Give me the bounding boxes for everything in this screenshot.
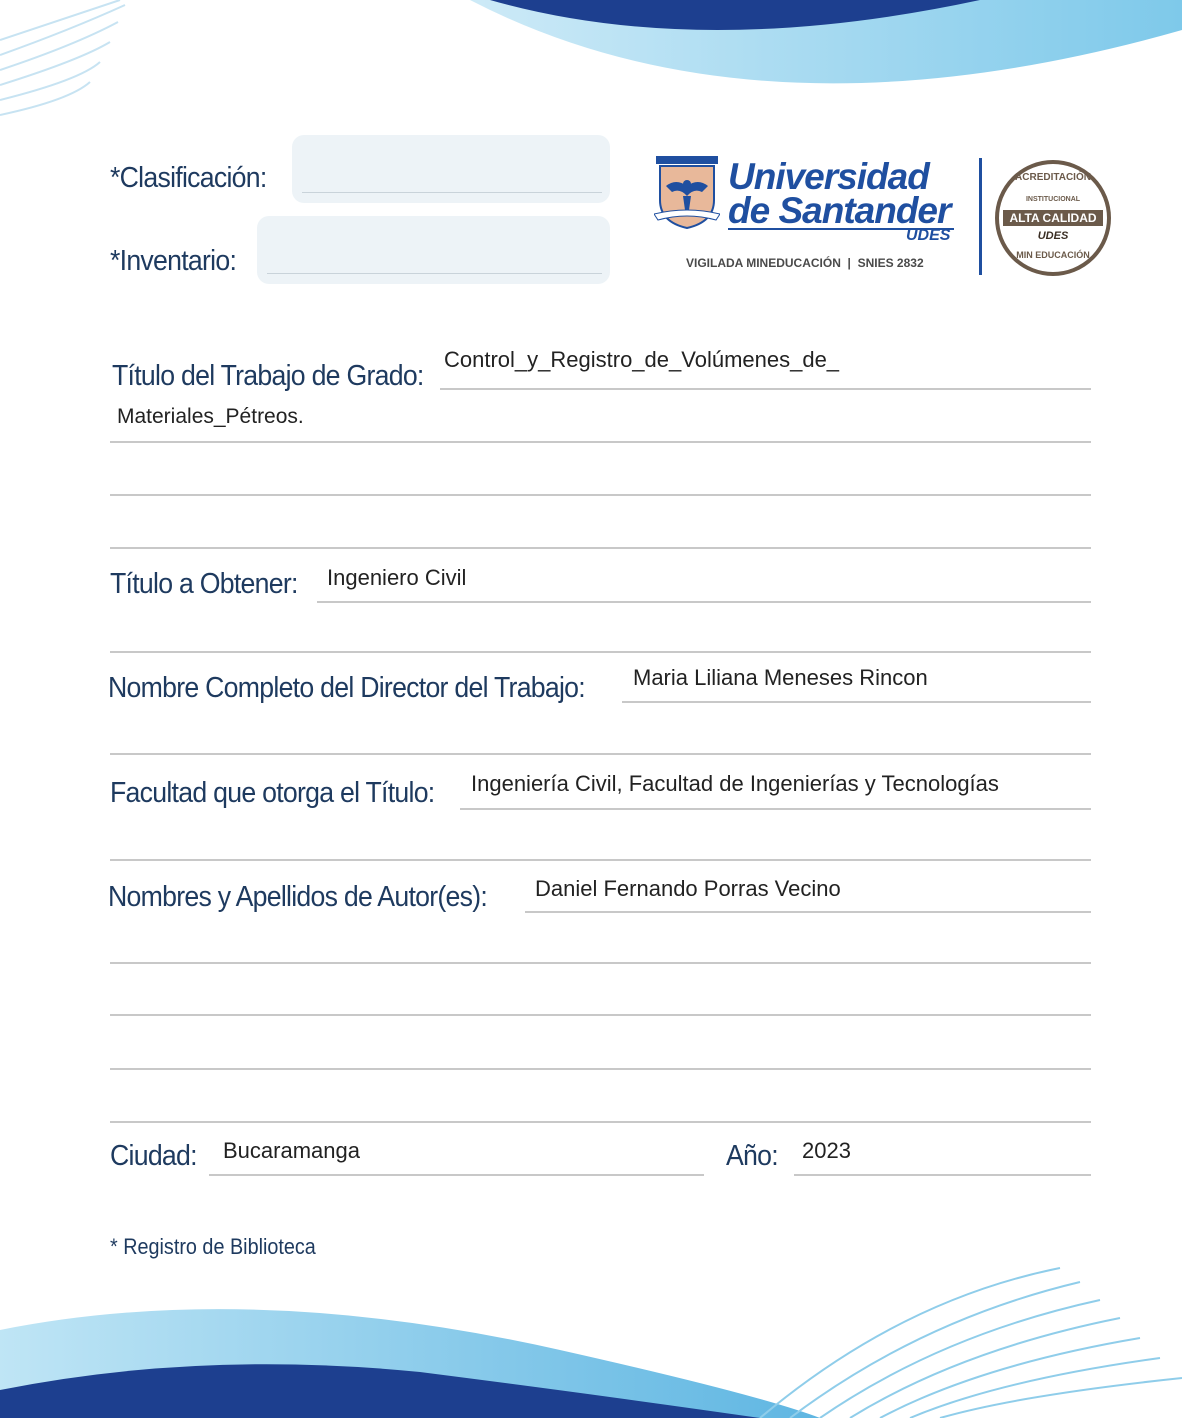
titulo-obtener-label: Título a Obtener:: [110, 568, 298, 600]
logo-tagline: VIGILADA MINEDUCACIÓN | SNIES 2832: [686, 256, 924, 270]
separator-line-3: [110, 859, 1091, 861]
inventario-underline: [267, 273, 602, 274]
seal-institucional: INSTITUCIONAL: [1025, 196, 1081, 203]
director-label: Nombre Completo del Director del Trabajo:: [108, 672, 585, 704]
titulo-trabajo-value-line1[interactable]: Control_y_Registro_de_Volúmenes_de_: [444, 347, 840, 372]
separator-line-2: [110, 753, 1091, 755]
autores-line-4: [110, 1068, 1091, 1070]
autores-label: Nombres y Apellidos de Autor(es):: [108, 881, 488, 913]
autores-value[interactable]: Daniel Fernando Porras Vecino: [535, 876, 841, 901]
separator-line-1: [110, 651, 1091, 653]
ciudad-line: [209, 1174, 704, 1176]
titulo-trabajo-line1: [440, 388, 1091, 390]
titulo-trabajo-line2: [110, 441, 1091, 443]
anio-line: [794, 1174, 1091, 1176]
udes-label: UDES: [906, 227, 951, 244]
inventario-label: *Inventario:: [110, 245, 237, 277]
seal-bottom-text: MIN EDUCACIÓN: [1016, 250, 1090, 260]
director-line: [622, 701, 1091, 703]
titulo-trabajo-value-line2[interactable]: Materiales_Pétreos.: [117, 405, 304, 428]
clasificacion-underline: [302, 192, 602, 193]
autores-line-3: [110, 1014, 1091, 1016]
anio-label: Año:: [726, 1140, 778, 1172]
facultad-value[interactable]: Ingeniería Civil, Facultad de Ingenierías y Tecnologías: [471, 771, 999, 796]
autores-line-2: [110, 962, 1091, 964]
titulo-trabajo-label: Título del Trabajo de Grado:: [112, 360, 424, 392]
director-value[interactable]: Maria Liliana Meneses Rincon: [633, 665, 928, 690]
titulo-trabajo-line3: [110, 494, 1091, 496]
titulo-trabajo-line4: [110, 547, 1091, 549]
facultad-label: Facultad que otorga el Título:: [110, 777, 435, 809]
facultad-line: [460, 808, 1091, 810]
accreditation-seal: [995, 160, 1111, 276]
titulo-obtener-value[interactable]: Ingeniero Civil: [327, 565, 467, 590]
autores-line-5: [110, 1121, 1091, 1123]
titulo-obtener-line: [317, 601, 1091, 603]
ciudad-value[interactable]: Bucaramanga: [223, 1138, 360, 1163]
university-name-line2: de Santander: [728, 190, 951, 231]
ciudad-label: Ciudad:: [110, 1140, 197, 1172]
university-shield-icon: [654, 156, 720, 230]
seal-alta-calidad: ALTA CALIDAD: [1003, 210, 1103, 226]
clasificacion-field[interactable]: [292, 135, 610, 203]
autores-line: [525, 911, 1091, 913]
inventario-field[interactable]: [257, 216, 610, 284]
clasificacion-label: *Clasificación:: [110, 162, 267, 194]
seal-udes: UDES: [1037, 230, 1069, 242]
anio-value[interactable]: 2023: [802, 1138, 851, 1163]
logo-vertical-divider: [979, 158, 982, 275]
registro-biblioteca-note: * Registro de Biblioteca: [110, 1234, 316, 1259]
seal-top-text: ACREDITACIÓN: [1015, 172, 1091, 183]
university-name-line1: Universidad: [728, 156, 929, 197]
